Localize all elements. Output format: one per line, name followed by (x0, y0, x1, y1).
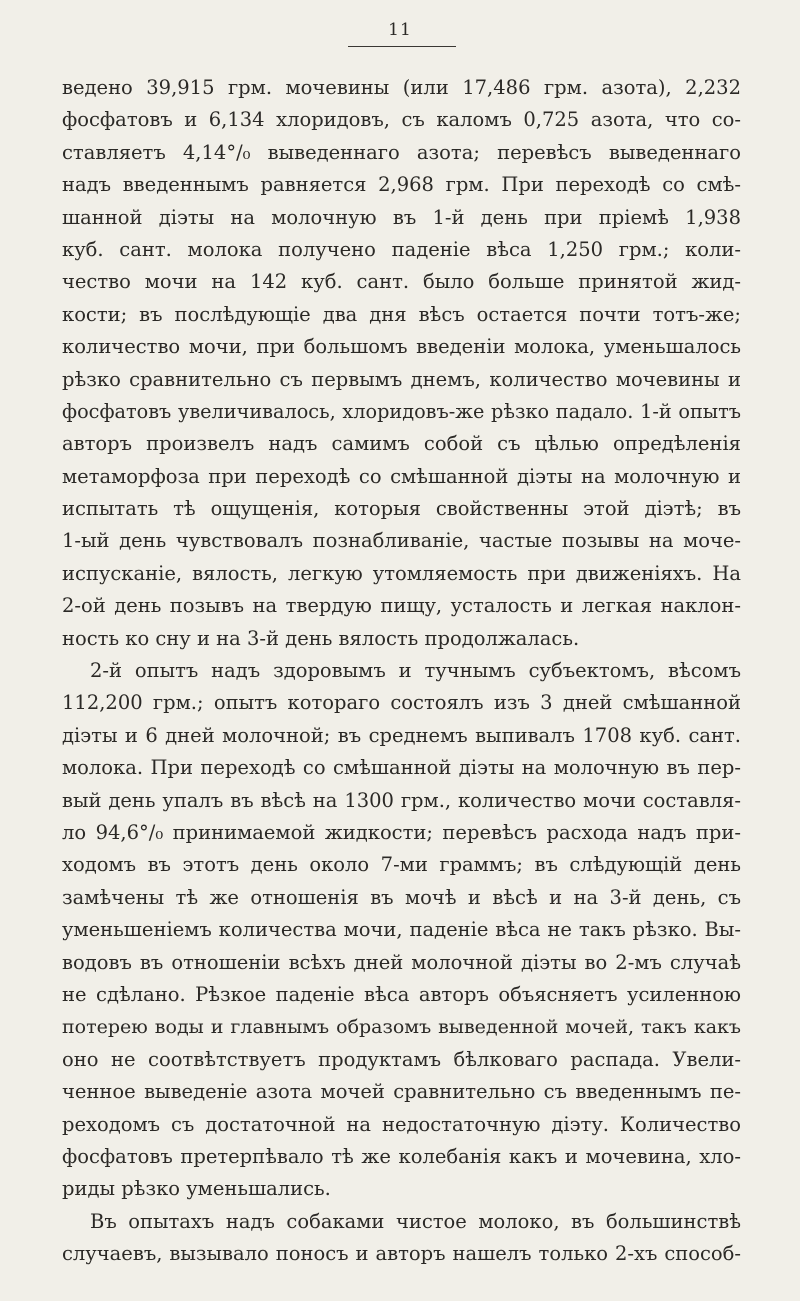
text-line: ченное выведеніе азота мочей сравнительно съ введеннымъ пе- (62, 1080, 741, 1104)
text-line: Въ опытахъ надъ собаками чистое молоко, въ большинствѣ (90, 1209, 741, 1233)
text-line: случаевъ, вызывало поносъ и авторъ нашелъ только 2-хъ способ- (62, 1242, 741, 1266)
text-line: уменьшеніемъ количества мочи, паденіе вѣса не такъ рѣзко. Вы- (62, 918, 741, 942)
text-line: надъ введеннымъ равняется 2,968 грм. При переходѣ со смѣ- (62, 173, 741, 197)
text-line: количество мочи, при большомъ введеніи молока, уменьшалось (62, 335, 741, 359)
text-line: не сдѣлано. Рѣзкое паденіе вѣса авторъ объясняетъ усиленною (62, 982, 741, 1006)
text-line: 1-ый день чувствовалъ познабливаніе, частые позывы на моче- (62, 529, 741, 553)
text-line: испусканіе, вялость, легкую утомляемость при движеніяхъ. На (62, 561, 741, 585)
text-line: реходомъ съ достаточной на недостаточную діэту. Количество (62, 1112, 741, 1136)
text-line: ходомъ въ этотъ день около 7-ми граммъ; въ слѣдующій день (62, 853, 741, 877)
text-line: 2-ой день позывъ на твердую пищу, усталость и легкая наклон- (62, 594, 741, 618)
text-line: 112,200 грм.; опытъ котораго состоялъ изъ 3 дней смѣшанной (62, 691, 741, 715)
text-line: діэты и 6 дней молочной; въ среднемъ выпивалъ 1708 куб. сант. (62, 723, 741, 747)
text-line: замѣчены тѣ же отношенія въ мочѣ и вѣсѣ и на 3-й день, съ (62, 885, 741, 909)
text-line: молока. При переходѣ со смѣшанной діэты на молочную въ пер- (62, 756, 741, 780)
page-number: 11 (388, 20, 412, 40)
text-line: фосфатовъ увеличивалось, хлоридовъ-же рѣзко падало. 1-й опытъ (62, 399, 741, 423)
text-line: куб. сант. молока получено паденіе вѣса 1,250 грм.; коли- (62, 237, 741, 261)
text-line: метаморфоза при переходѣ со смѣшанной діэты на молочную и (62, 464, 741, 488)
text-line: рѣзко сравнительно съ первымъ днемъ, количество мочевины и (62, 367, 741, 391)
text-line: кости; въ послѣдующіе два дня вѣсъ остается почти тотъ-же; (62, 302, 741, 326)
text-line: чество мочи на 142 куб. сант. было больше принятой жид- (62, 270, 741, 294)
text-line: риды рѣзко уменьшались. (62, 1177, 331, 1201)
text-line: испытать тѣ ощущенія, которыя свойственны этой діэтѣ; въ (62, 497, 741, 521)
text-line: фосфатовъ претерпѣвало тѣ же колебанія какъ и мочевина, хло- (62, 1144, 741, 1168)
body-text (62, 72, 741, 1270)
text-line: ведено 39,915 грм. мочевины (или 17,486 грм. азота), 2,232 (62, 76, 741, 99)
text-line: авторъ произвелъ надъ самимъ собой съ цѣлью опредѣленія (62, 432, 741, 456)
text-line: шанной діэты на молочную въ 1-й день при пріемѣ 1,938 (62, 205, 741, 229)
text-line: ло 94,6°/₀ принимаемой жидкости; перевѣсъ расхода надъ при- (62, 820, 741, 844)
header-rule (348, 46, 456, 47)
text-line: оно не соотвѣтствуетъ продуктамъ бѣлковаго распада. Увели- (62, 1047, 741, 1071)
text-line: фосфатовъ и 6,134 хлоридовъ, съ каломъ 0,725 азота, что со- (62, 108, 741, 132)
text-line: потерею воды и главнымъ образомъ выведенной мочей, такъ какъ (62, 1016, 741, 1039)
text-line: водовъ въ отношеніи всѣхъ дней молочной діэты во 2-мъ случаѣ (62, 950, 741, 974)
text-line: ставляетъ 4,14°/₀ выведеннаго азота; перевѣсъ выведеннаго (62, 140, 741, 164)
text-line: вый день упалъ въ вѣсѣ на 1300 грм., количество мочи составля- (62, 788, 741, 812)
text-line: 2-й опытъ надъ здоровымъ и тучнымъ субъектомъ, вѣсомъ (90, 659, 741, 683)
text-line: ность ко сну и на 3-й день вялость продолжалась. (62, 626, 580, 650)
